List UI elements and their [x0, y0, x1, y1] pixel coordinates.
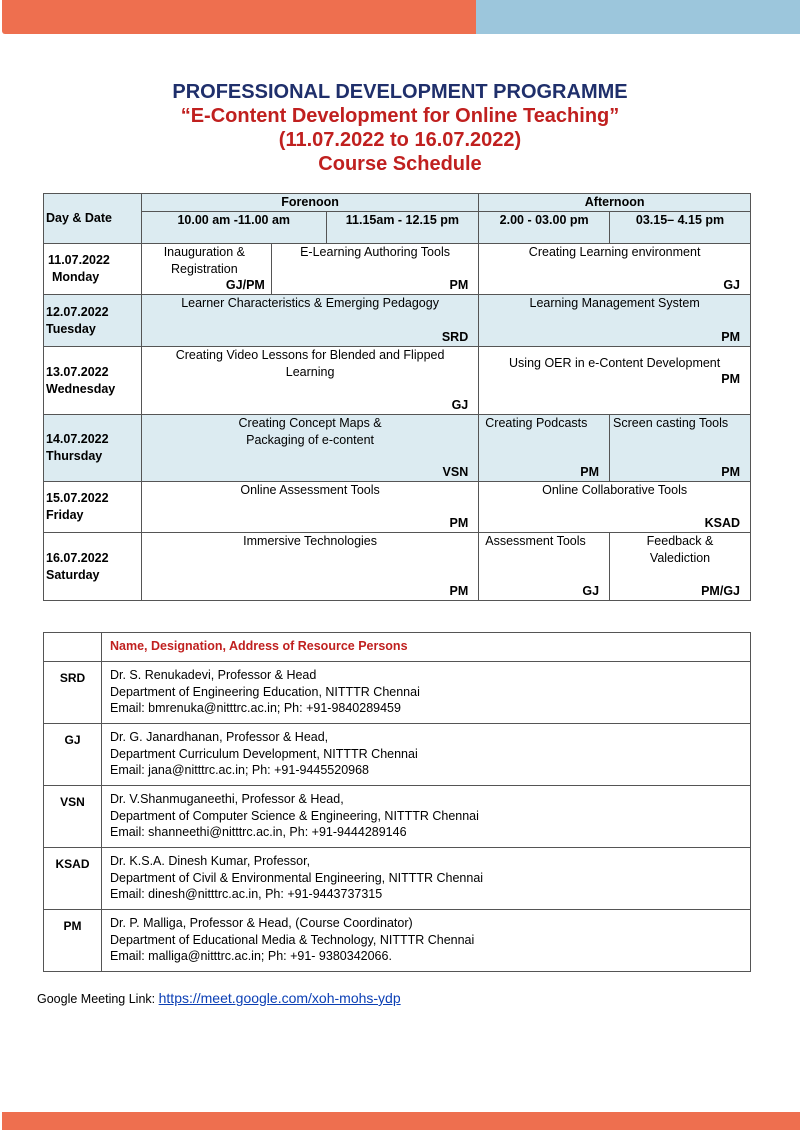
session-title: Creating Learning environment [528, 245, 701, 259]
day-cell [44, 347, 142, 415]
resource-details [101, 786, 750, 848]
session-code: VSN [442, 465, 469, 479]
resource-abbr: KSAD [44, 848, 102, 910]
resource-name: Dr. K.S.A. Dinesh Kumar, Professor, [109, 854, 311, 868]
resource-dept: Department of Civil & Environmental Engineering, NITTTR Chennai [109, 870, 484, 885]
schedule-row-saturday [44, 533, 751, 601]
session-code: PM/GJ [701, 584, 740, 598]
session-cell [141, 295, 478, 347]
afternoon-header: Afternoon [479, 194, 751, 212]
session-code: GJ [451, 398, 469, 412]
resource-details [101, 724, 750, 786]
day-name: Friday [46, 508, 84, 522]
session-cell [479, 347, 751, 415]
session-code: GJ [582, 584, 600, 598]
session-title: Learning Management System [529, 296, 700, 310]
session-cell [141, 415, 478, 482]
resource-row-gj [44, 724, 751, 786]
session-cell [479, 244, 751, 295]
resource-dept: Department of Computer Science & Engineering, NITTTR Chennai [109, 808, 479, 823]
slot-3-time: 2.00 - 03.00 pm [479, 212, 610, 244]
schedule-header-row [44, 194, 751, 212]
day-name: Wednesday [46, 381, 116, 396]
resource-contact: Email: jana@nitttrc.ac.in; Ph: +91-9445520968 [109, 763, 370, 777]
day-date-header: Day & Date [44, 194, 142, 244]
session-code: PM [721, 330, 740, 344]
session-cell [479, 415, 610, 482]
day-date: 14.07.2022 [46, 432, 109, 446]
session-code: GJ [723, 278, 740, 292]
slot-1-time: 10.00 am -11.00 am [141, 212, 326, 244]
session-title: E-Learning Authoring Tools [300, 245, 450, 259]
schedule-row-wednesday [44, 347, 751, 415]
session-code: PM [580, 465, 600, 479]
session-title: Online Collaborative Tools [542, 483, 688, 497]
schedule-row-tuesday [44, 295, 751, 347]
resource-contact: Email: shanneethi@nitttrc.ac.in, Ph: +91-9444289146 [109, 825, 407, 839]
session-cell [479, 482, 751, 533]
resource-dept: Department of Engineering Education, NITTTR Chennai [109, 684, 420, 699]
resource-dept: Department Curriculum Development, NITTTR Chennai [109, 746, 418, 761]
top-decor-bar-blue [476, 0, 800, 34]
resource-abbr: GJ [44, 724, 102, 786]
session-code: KSAD [704, 516, 740, 530]
resource-details [101, 662, 750, 724]
resource-row-srd [44, 662, 751, 724]
day-date: 16.07.2022 [46, 550, 109, 565]
day-date: 11.07.2022 [48, 253, 110, 267]
resource-abbr: VSN [44, 786, 102, 848]
session-cell [141, 482, 478, 533]
resource-header-row [44, 633, 751, 662]
resource-row-ksad [44, 848, 751, 910]
resource-heading: Name, Designation, Address of Resource Persons [101, 633, 750, 662]
day-name: Thursday [46, 449, 103, 463]
session-code: PM [449, 278, 469, 292]
day-cell [44, 533, 142, 601]
session-title: Creating Podcasts [485, 416, 588, 430]
resource-row-vsn [44, 786, 751, 848]
meeting-link-line [37, 990, 401, 1006]
session-title: Immersive Technologies [243, 534, 377, 548]
session-title: Using OER in e-Content Development [509, 356, 721, 370]
resource-persons-table [43, 632, 751, 972]
session-cell [141, 533, 478, 601]
session-code: PM [449, 516, 469, 530]
session-code: SRD [441, 330, 469, 344]
session-cell [610, 533, 751, 601]
document-title [0, 80, 800, 176]
forenoon-header: Forenoon [141, 194, 478, 212]
resource-name: Dr. G. Janardhanan, Professor & Head, [109, 730, 329, 744]
day-cell [44, 415, 142, 482]
day-date: 12.07.2022 [46, 304, 109, 319]
blank-header-cell [44, 633, 102, 662]
day-cell [44, 482, 142, 533]
session-title: Assessment Tools [485, 534, 586, 548]
session-cell [610, 415, 751, 482]
session-code: PM [721, 465, 740, 479]
day-name: Tuesday [46, 321, 96, 336]
meeting-label: Google Meeting Link: [37, 992, 156, 1006]
schedule-table [43, 193, 751, 601]
session-cell [271, 244, 478, 295]
programme-title: PROFESSIONAL DEVELOPMENT PROGRAMME [172, 81, 628, 103]
slot-header-row [44, 212, 751, 244]
session-title-line-1: Creating Concept Maps & [238, 416, 382, 430]
top-decor-bar-orange [2, 0, 476, 34]
session-title: Screen casting Tools [613, 416, 729, 430]
day-date: 13.07.2022 [46, 364, 109, 379]
session-cell [141, 347, 478, 415]
resource-contact: Email: bmrenuka@nitttrc.ac.in; Ph: +91-9840289459 [109, 701, 401, 715]
session-title: Feedback & Valediction [646, 534, 714, 565]
session-title: Creating Video Lessons for Blended and Flipped Learning [175, 348, 445, 379]
session-code: PM [721, 372, 740, 386]
session-code: PM [449, 584, 469, 598]
resource-abbr: PM [44, 910, 102, 972]
resource-dept: Department of Educational Media & Technology, NITTTR Chennai [109, 932, 475, 947]
schedule-row-friday [44, 482, 751, 533]
session-cell [141, 244, 271, 295]
slot-2-time: 11.15am - 12.15 pm [326, 212, 479, 244]
bottom-decor-bar [2, 1112, 800, 1130]
schedule-heading: Course Schedule [318, 153, 482, 175]
day-cell [44, 295, 142, 347]
resource-contact: Email: malliga@nitttrc.ac.in; Ph: +91- 9380342066. [109, 949, 392, 963]
session-code: GJ/PM [225, 278, 265, 292]
resource-name: Dr. P. Malliga, Professor & Head, (Course Coordinator) [109, 916, 413, 930]
resource-name: Dr. S. Renukadevi, Professor & Head [109, 668, 317, 682]
meeting-link[interactable]: https://meet.google.com/xoh-mohs-ydp [158, 990, 401, 1006]
session-cell [479, 533, 610, 601]
day-name: Saturday [46, 567, 100, 582]
session-title: Learner Characteristics & Emerging Pedagogy [181, 296, 439, 310]
session-cell [479, 295, 751, 347]
slot-4-time: 03.15– 4.15 pm [610, 212, 751, 244]
resource-details [101, 848, 750, 910]
resource-name: Dr. V.Shanmuganeethi, Professor & Head, [109, 792, 344, 806]
session-title: Online Assessment Tools [240, 483, 380, 497]
course-title: “E-Content Development for Online Teaching” [180, 105, 620, 127]
day-cell [44, 244, 142, 295]
session-title-line-2: Packaging of e-content [246, 433, 375, 447]
schedule-row-monday [44, 244, 751, 295]
resource-abbr: SRD [44, 662, 102, 724]
resource-contact: Email: dinesh@nitttrc.ac.in, Ph: +91-9443737315 [109, 887, 383, 901]
schedule-row-thursday [44, 415, 751, 482]
day-name: Monday [52, 270, 100, 284]
resource-details [101, 910, 750, 972]
day-date: 15.07.2022 [46, 491, 109, 505]
course-dates: (11.07.2022 to 16.07.2022) [278, 129, 522, 151]
resource-row-pm [44, 910, 751, 972]
session-title: Inauguration & Registration [163, 245, 246, 276]
